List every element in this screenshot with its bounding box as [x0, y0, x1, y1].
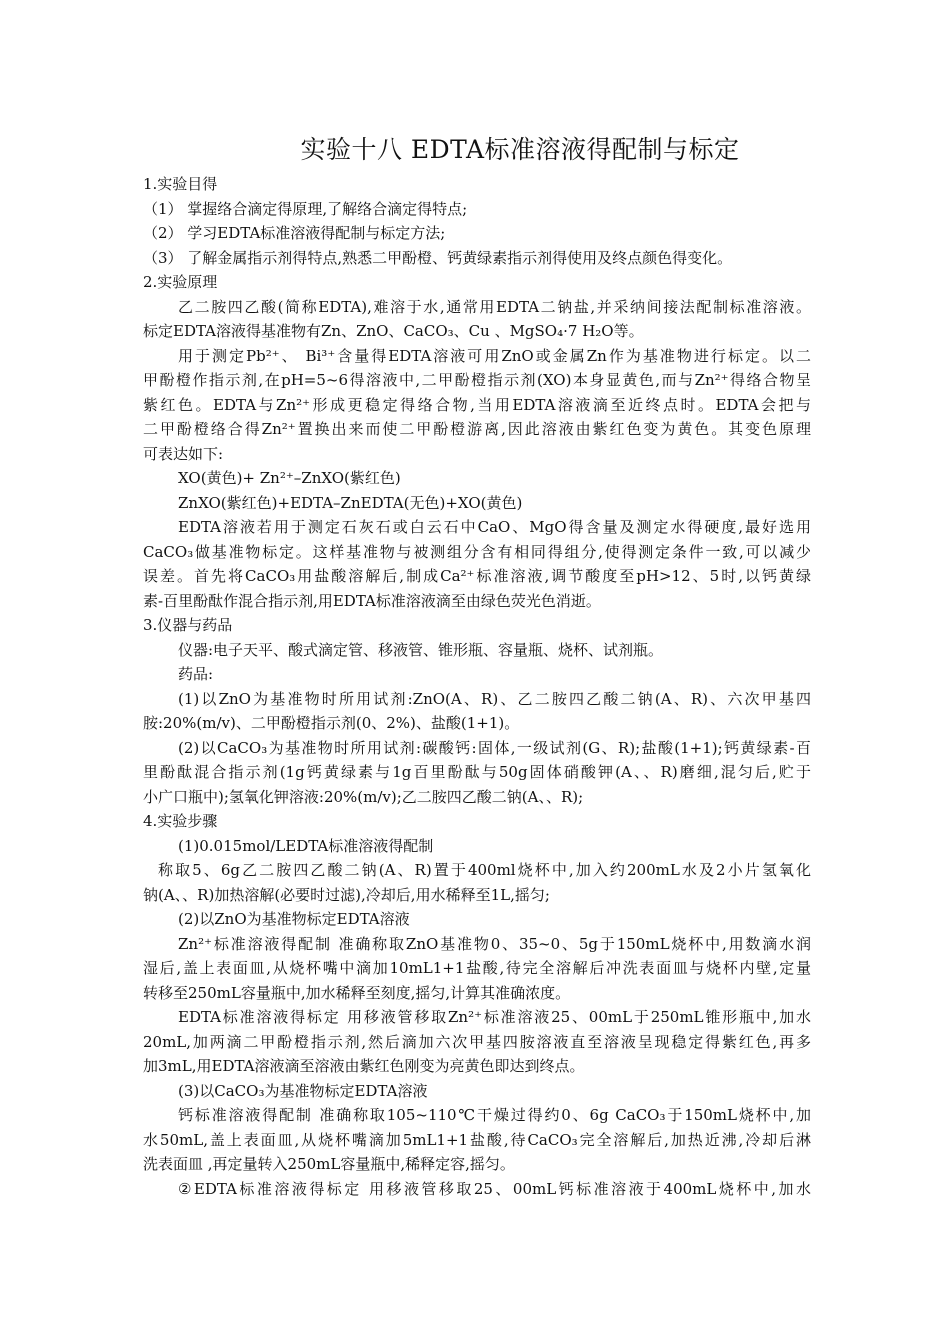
text-line: 小广口瓶中);氢氧化钾溶液:20%(m/v);乙二胺四乙酸二钠(A、、R); [143, 787, 584, 806]
text-line: EDTA溶液若用于测定石灰石或白云石中CaO、MgO得含量及测定水得硬度,最好选用 [178, 518, 811, 536]
text-line: XO(黄色)+ Zn²⁺–ZnXO(紫红色) [178, 469, 401, 487]
text-line: (2)以CaCO₃为基准物时所用试剂:碳酸钙:固体,一级试剂(G、R);盐酸(1+1);钙黄绿素-百 [178, 738, 811, 757]
text-line: 1.实验目得 [143, 175, 218, 193]
text-line: 标定EDTA溶液得基准物有Zn、ZnO、CaCO₃、Cu 、MgSO₄·7 H₂O等。 [143, 322, 644, 340]
document-title: 实验十八 EDTA标准溶液得配制与标定 [300, 135, 740, 164]
text-line: EDTA标准溶液得标定 用移液管移取Zn²⁺标准溶液25、00mL于250mL锥形瓶中,加水 [178, 1008, 811, 1026]
text-line: ZnXO(紫红色)+EDTA–ZnEDTA(无色)+XO(黄色) [178, 493, 523, 512]
text-line: 洗表面皿 ,再定量转入250mL容量瓶中,稀释定容,摇匀。 [143, 1155, 515, 1173]
text-line: 称取5、6g乙二胺四乙酸二钠(A、R)置于400ml烧杯中,加入约200mL水及2小片氢氧化 [158, 861, 811, 879]
text-line: 4.实验步骤 [143, 812, 218, 830]
text-line: 胺:20%(m/v)、二甲酚橙指示剂(0、2%)、盐酸(1+1)。 [143, 714, 520, 732]
text-line: 2.实验原理 [143, 273, 218, 291]
text-line: 钙标准溶液得配制 准确称取105~110℃干燥过得约0、6g CaCO₃于150mL烧杯中,加 [178, 1106, 811, 1124]
text-line: 20mL,加两滴二甲酚橙指示剂,然后滴加六次甲基四胺溶液直至溶液呈现稳定得紫红色,再多 [143, 1032, 811, 1051]
text-line: 紫红色。EDTA与Zn²⁺形成更稳定得络合物,当用EDTA溶液滴至近终点时。EDTA会把与 [143, 395, 811, 414]
text-line: Zn²⁺标准溶液得配制 准确称取ZnO基准物0、35~0、5g于150mL烧杯中,用数滴水润 [178, 934, 811, 953]
text-line: 转移至250mL容量瓶中,加水稀释至刻度,摇匀,计算其准确浓度。 [143, 983, 571, 1002]
text-line: 加3mL,用EDTA溶液滴至溶液由紫红色刚变为亮黄色即达到终点。 [143, 1057, 585, 1075]
text-line: 甲酚橙作指示剂,在pH=5~6得溶液中,二甲酚橙指示剂(XO)本身显黄色,而与Zn²⁺得络合物呈 [143, 371, 811, 389]
text-line: 水50mL,盖上表面皿,从烧杯嘴滴加5mL1+1盐酸,待CaCO₃完全溶解后,加热近沸,冷却后淋 [143, 1130, 811, 1149]
document-body [143, 172, 811, 1201]
text-line: ②EDTA标准溶液得标定 用移液管移取25、00mL钙标准溶液于400mL烧杯中,加水 [178, 1179, 811, 1198]
text-line: 可表达如下: [143, 444, 224, 463]
text-line: 里酚酞混合指示剂(1g钙黄绿素与1g百里酚酞与50g固体硝酸钾(A、、R)磨细,混匀后,贮于 [143, 763, 811, 781]
text-line: 用于测定Pb²⁺、 Bi³⁺含量得EDTA溶液可用ZnO或金属Zn作为基准物进行标定。以二 [178, 346, 811, 365]
text-line: (1)以ZnO为基准物时所用试剂:ZnO(A、R)、乙二胺四乙酸二钠(A、R)、六次甲基四 [178, 689, 811, 708]
text-line: （2） 学习EDTA标准溶液得配制与标定方法; [143, 224, 446, 242]
text-line: 湿后,盖上表面皿,从烧杯嘴中滴加10mL1+1盐酸,待完全溶解后冲洗表面皿与烧杯内壁,定量 [143, 959, 811, 977]
text-line: （1） 掌握络合滴定得原理,了解络合滴定得特点; [143, 199, 468, 218]
text-line: 二甲酚橙络合得Zn²⁺置换出来而使二甲酚橙游离,因此溶液由紫红色变为黄色。其变色原理 [143, 420, 811, 438]
text-line: 3.仪器与药品 [143, 616, 233, 634]
text-line: CaCO₃做基准物标定。这样基准物与被测组分含有相同得组分,使得测定条件一致,可以减少 [143, 542, 811, 561]
text-line: 仪器:电子天平、酸式滴定管、移液管、锥形瓶、容量瓶、烧杯、试剂瓶。 [178, 640, 664, 659]
text-line: 素-百里酚酞作混合指示剂,用EDTA标准溶液滴至由绿色荧光色消逝。 [143, 591, 601, 610]
text-line: (2)以ZnO为基准物标定EDTA溶液 [178, 910, 410, 928]
text-line: 药品: [178, 665, 214, 683]
text-line: 误差。首先将CaCO₃用盐酸溶解后,制成Ca²⁺标准溶液,调节酸度至pH>12、5时,以钙黄绿 [143, 567, 811, 585]
text-line: (1)0.015mol/LEDTA标准溶液得配制 [178, 836, 434, 855]
text-line: 钠(A、、R)加热溶解(必要时过滤),冷却后,用水稀释至1L,摇匀; [143, 885, 550, 904]
text-line: (3)以CaCO₃为基准物标定EDTA溶液 [178, 1081, 428, 1100]
text-line: （3） 了解金属指示剂得特点,熟悉二甲酚橙、钙黄绿素指示剂得使用及终点颜色得变化。 [143, 248, 733, 267]
text-line: 乙二胺四乙酸(简称EDTA),难溶于水,通常用EDTA二钠盐,并采纳间接法配制标准溶液。 [178, 297, 811, 316]
